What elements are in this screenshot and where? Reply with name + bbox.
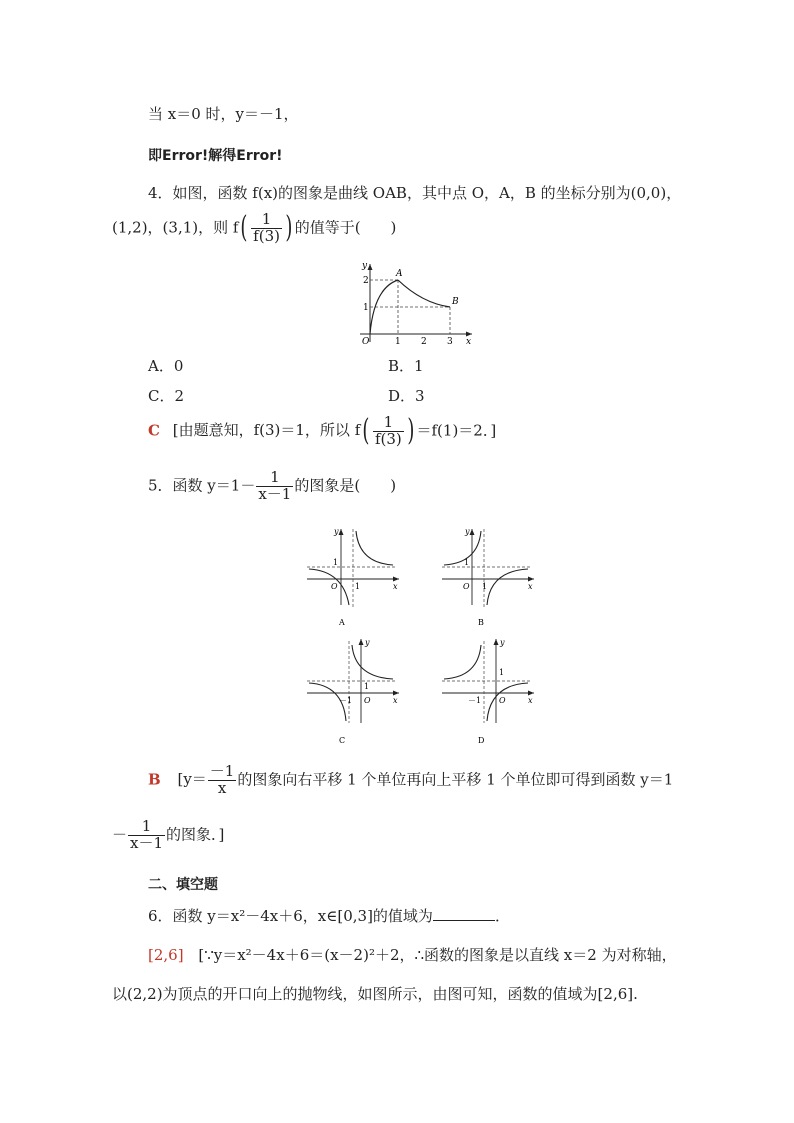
q4-xtick-2: 2: [421, 337, 427, 346]
q4-answer-letter: C: [148, 421, 160, 440]
q6-stem-text: 6．函数 y＝x²－4x＋6，x∈[0,3]的值域为: [148, 907, 433, 925]
q4-graph: [352, 258, 477, 346]
q4-stem-line-1: 4．如图，函数 f(x)的图象是曲线 OAB，其中点 O，A，B 的坐标分别为(0,0)，: [148, 184, 682, 202]
q5c-branch-right: [352, 645, 393, 679]
q5d-origin: O: [499, 696, 506, 705]
q5-stem: [148, 470, 396, 503]
q5-answer-line-1: [148, 764, 673, 797]
q5a-origin: O: [331, 582, 338, 591]
q6-stem-end: ．: [494, 907, 510, 925]
q5c-tick-y: 1: [364, 682, 370, 691]
q4-x-label: x: [466, 337, 472, 346]
q5-graph-a: [303, 525, 403, 630]
q5a-x-label: x: [393, 582, 398, 591]
q4-answer-pre: [由题意知，f(3)＝1，所以 f: [172, 421, 361, 440]
q4-ytick-1: 1: [363, 303, 369, 313]
left-paren: (: [240, 210, 248, 246]
q5-stem-pre: 5．函数 y＝1－: [148, 476, 256, 495]
q5-graph-b: [438, 525, 538, 630]
q4-point-b: B: [452, 297, 459, 307]
q6-answer-text-1: [∵y＝x²－4x＋6＝(x－2)²＋2，∴函数的图象是以直线 x＝2 为对称轴，: [198, 946, 677, 964]
q5d-branch-left: [444, 645, 481, 679]
q5b-y-arrow: [470, 529, 475, 535]
q5d-x-arrow: [528, 691, 534, 696]
q6-answer-line-2: 以(2,2)为顶点的开口向上的抛物线，如图所示，由图可知，函数的值域为[2,6].: [112, 985, 638, 1003]
q5d-y-label: y: [500, 638, 505, 647]
q4-point-a: A: [396, 269, 403, 279]
q4-option-b: B．1: [388, 357, 424, 375]
q4-fraction: [251, 212, 282, 245]
q5a-branch-right: [356, 531, 393, 565]
q5-answer-line2-frac-num: 1: [128, 819, 165, 836]
q4-frac-den: f(3): [253, 226, 280, 245]
q5c-x-label: x: [393, 696, 398, 705]
q4-stem-pre: (1,2)，(3,1)，则 f: [112, 218, 239, 237]
section-title-fill-blank: 二、填空题: [148, 877, 218, 893]
q5-answer-pre: [y＝: [177, 770, 207, 789]
q4-xtick-3: 3: [447, 337, 453, 346]
q5a-tick-y: 1: [333, 558, 339, 567]
q5-answer-fraction: [208, 764, 237, 797]
q5c-y-arrow: [359, 639, 364, 645]
q6-answer-blank: [433, 906, 495, 921]
q4-frac-num: 1: [251, 212, 282, 229]
q5b-branch-left: [444, 531, 481, 565]
q5a-y-arrow: [339, 529, 344, 535]
q5-answer-frac-num: －1: [209, 762, 235, 780]
q4-curve-oa: [370, 280, 398, 334]
q5d-tick-x: －1: [468, 696, 482, 705]
q4-stem-post: 的值等于( ): [294, 218, 397, 237]
q5b-origin: O: [463, 582, 470, 591]
q6-answer-line-1: [148, 944, 677, 965]
q4-answer-post: ＝f(1)＝2．]: [416, 421, 497, 440]
q4-answer-frac-num: 1: [373, 415, 404, 432]
q5-answer-line2-frac-den: x－1: [130, 833, 164, 852]
q4-option-a: A．0: [148, 357, 184, 375]
q4-y-arrow: [368, 264, 373, 270]
q5d-y-arrow: [494, 639, 499, 645]
q4-answer: [148, 415, 496, 448]
q5c-tick-x: －1: [339, 696, 353, 705]
q4-stem-line-2: [112, 212, 396, 245]
q5-stem-post: 的图象是( ): [294, 476, 397, 495]
q5b-y-label: y: [465, 527, 470, 536]
q5b-tick-x: 1: [482, 582, 488, 591]
q5-fraction: [256, 470, 293, 503]
q5c-y-label: y: [365, 638, 370, 647]
q4-x-arrow: [466, 332, 472, 337]
q5b-x-label: x: [528, 582, 533, 591]
q5d-tick-y: 1: [499, 668, 505, 677]
q5a-y-label: y: [334, 527, 339, 536]
q6-answer-tag: [2,6]: [148, 946, 184, 964]
q5b-tick-y: 1: [464, 558, 470, 567]
q5a-tick-x: 1: [355, 582, 361, 591]
q4-xtick-1: 1: [395, 337, 401, 346]
q5-answer-line2-post: 的图象．]: [166, 825, 225, 844]
q5-answer-line2-fraction: [128, 819, 165, 852]
q6-stem: [148, 905, 510, 926]
q5a-caption: A: [339, 618, 345, 627]
q4-option-d: D．3: [388, 387, 425, 405]
q4-y-label: y: [362, 261, 368, 271]
q4-ytick-2: 2: [363, 276, 369, 286]
q5-answer-mid: 的图象向右平移 1 个单位再向上平移 1 个单位即可得到函数 y＝1: [237, 770, 674, 789]
q5-graph-c: [303, 635, 403, 747]
q5-answer-line2-pre: －: [112, 825, 128, 844]
q5a-branch-left: [309, 569, 349, 605]
q5-frac-num: 1: [256, 470, 293, 487]
q5-answer-line-2: [112, 819, 224, 852]
q4-curve-ab: [398, 280, 450, 307]
q3-line-2: 即Error!解得Error!: [148, 148, 283, 164]
q5d-caption: D: [478, 736, 485, 745]
q5-answer-frac-den: x: [217, 778, 227, 797]
right-paren: ): [407, 413, 415, 449]
left-paren: (: [362, 413, 370, 449]
q4-answer-frac-den: f(3): [374, 429, 402, 448]
q5-frac-den: x－1: [258, 484, 292, 503]
q5-answer-letter: B: [148, 770, 161, 789]
q5c-origin: O: [364, 696, 371, 705]
q5-graph-d: [438, 635, 538, 747]
q5d-x-label: x: [528, 696, 533, 705]
q4-answer-fraction: [373, 415, 404, 448]
q4-origin-label: O: [362, 337, 370, 346]
q3-line-1: 当 x＝0 时，y＝－1，: [148, 105, 299, 123]
q5c-x-arrow: [393, 691, 399, 696]
q5b-x-arrow: [528, 577, 534, 582]
right-paren: ): [285, 210, 293, 246]
q5b-caption: B: [478, 618, 484, 627]
q5c-caption: C: [339, 736, 346, 745]
q4-option-c: C．2: [148, 387, 185, 405]
q5b-branch-right: [487, 569, 528, 605]
q5d-branch-right: [487, 683, 528, 721]
q5a-x-arrow: [393, 577, 399, 582]
